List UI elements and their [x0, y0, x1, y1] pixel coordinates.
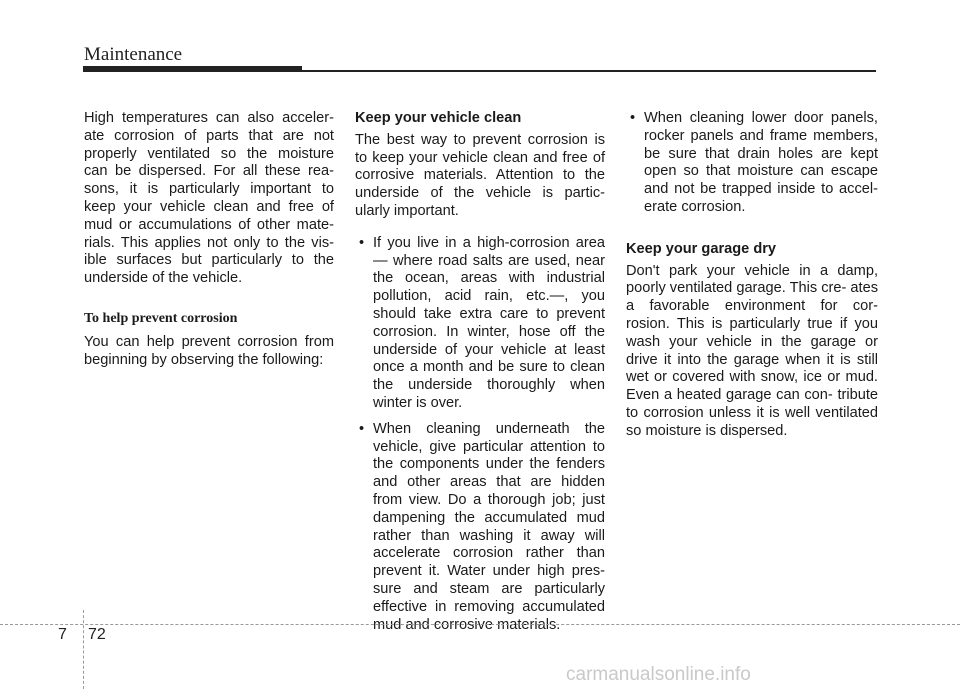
footer-rule — [0, 624, 960, 625]
header-title: Maintenance — [84, 44, 183, 65]
garage-dry-paragraph: Don't park your vehicle in a damp, poorly ventilated garage. This cre- ates a favorable environment for cor- rosion. This is particularly true if you wash your vehicle in the garage or drive it into the garage when it is still wet or covered with snow, ice or mud. Even a heated garage can con- tribute to corrosion unless it is well ventilated so moisture is dispersed. — [626, 262, 879, 439]
page-number: 72 — [88, 626, 106, 643]
keep-clean-paragraph: The best way to prevent corrosion is to keep your vehicle clean and free of corrosive materials. Attention to the underside of the vehicle is partic- ularly important. — [355, 131, 605, 219]
chapter-number: 7 — [58, 626, 67, 643]
bullet-lower-door-panels: • When cleaning lower door panels, rocker panels and frame members, be sure that drain holes are kept open so that moisture can escape and not be trapped inside to accel- erate corrosion. — [626, 110, 878, 217]
prevent-corrosion-heading: To help prevent corrosion — [84, 310, 238, 326]
intro-paragraph: High temperatures can also acceler- ate corrosion of parts that are not properly ventilated so the moisture can be dispersed. For all these rea- sons, it is particularly important to keep your vehicle clean and free of mud or accumulations of other mate- rials. This applies not only to the vis- ible surfaces but particularly to the underside of the vehicle. — [84, 110, 334, 287]
bullet-cleaning-underneath: • When cleaning underneath the vehicle, give particular attention to the components under the fenders and other areas that are hidden from view. Do a thorough job; just dampening the accumulated mud rather than washing it away will accelerate corrosion rather than prevent it. Water under high pres- sure and steam are particularly effective in removing accumulated mud and corrosive materials. — [355, 421, 605, 635]
bullet-high-corrosion-area: • If you live in a high-corrosion area — where road salts are used, near the ocean, areas with industrial pollution, acid rain, etc.—, you should take extra care to prevent corrosion. In winter, hose off the underside of your vehicle at least once a month and be sure to clean the underside thoroughly when winter is over. — [355, 235, 605, 413]
header-rule-thick — [83, 66, 302, 72]
keep-clean-heading: Keep your vehicle clean — [355, 110, 522, 126]
column-1 — [84, 110, 334, 369]
column-2 — [355, 110, 605, 634]
footer-divider — [83, 610, 84, 689]
prevent-corrosion-paragraph: You can help prevent corrosion from beginning by observing the following: — [84, 333, 334, 368]
garage-dry-heading: Keep your garage dry — [626, 240, 777, 257]
watermark: carmanualsonline.info — [566, 664, 751, 685]
header-rule-thin — [302, 70, 876, 72]
column-3 — [626, 110, 878, 441]
